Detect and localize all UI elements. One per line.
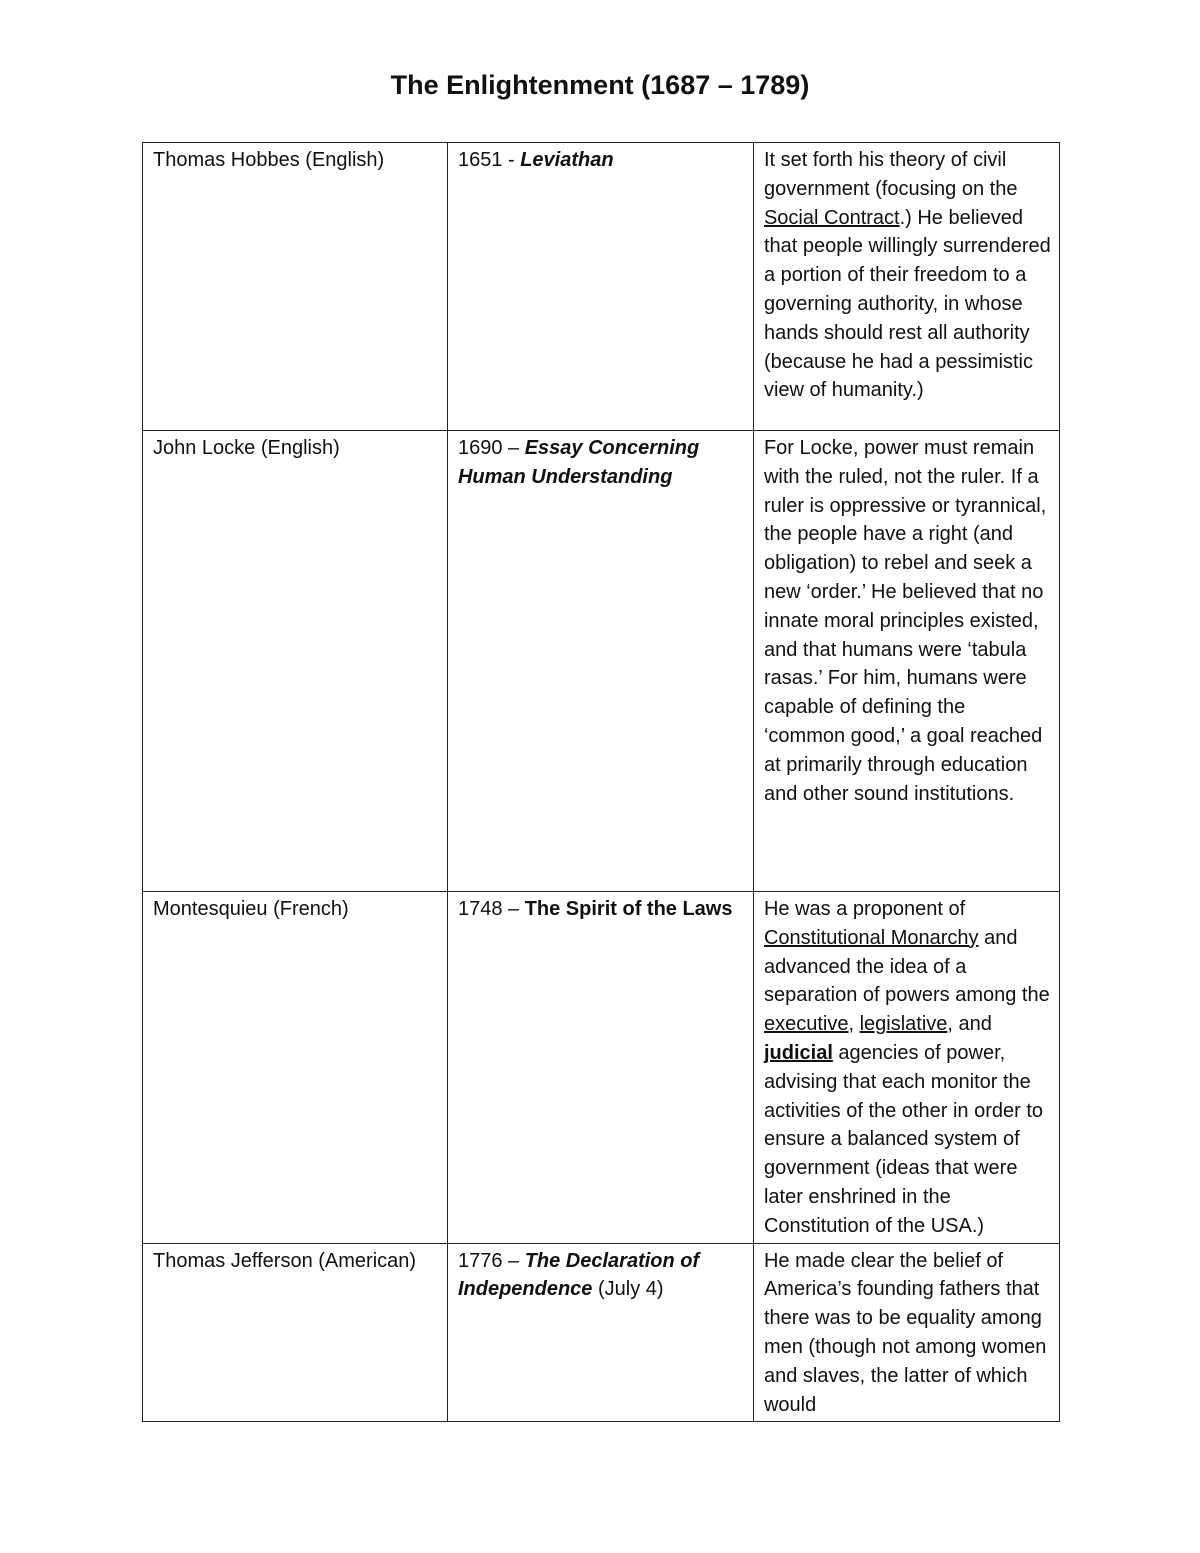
key-term: executive — [763, 1013, 849, 1036]
description-cell — [753, 143, 1059, 431]
person-cell — [143, 1243, 448, 1422]
description-cell — [753, 431, 1059, 892]
work-title: The Spirit of the Laws — [524, 898, 733, 920]
table-row — [143, 431, 1060, 892]
key-term: Constitutional Monarchy — [763, 926, 979, 949]
enlightenment-table — [142, 142, 1060, 1422]
key-term: legislative — [859, 1013, 948, 1036]
table-row — [143, 1243, 1060, 1422]
description-text: For Locke, power must remain with the ruled, not the ruler. If a ruler is oppressive or tyrannical, the people have a right (and obligation) to rebel and seek a new ‘order.’ He believed that no innate moral principles existed, and that humans were ‘tabula rasas.’ For him, humans were capable of defining the ‘common good,’ a goal reached at primarily through education and other sound institutions. — [763, 437, 1047, 805]
description-text: agencies of power, advising that each monitor the activities of the other in order to ensure a balanced system of government (ideas that were later enshrined in the Constitution of the USA.) — [763, 1041, 1044, 1237]
work-year: 1651 - — [457, 149, 521, 171]
work-cell — [447, 431, 753, 892]
work-cell — [447, 143, 753, 431]
table-row — [143, 892, 1060, 1244]
person-name: Thomas Hobbes (English) — [153, 149, 385, 171]
person-cell — [143, 143, 448, 431]
description-text: , and — [947, 1013, 992, 1036]
person-name: Thomas Jefferson (American) — [153, 1249, 417, 1272]
document-title: The Enlightenment (1687 – 1789) — [390, 70, 810, 100]
description-text: .) He believed that people willingly surrendered a portion of their freedom to a governing authority, in whose hands should rest all authority (because he had a pessimistic view of humanity.) — [763, 206, 1051, 402]
work-title: The Declaration of Independence — [457, 1249, 700, 1301]
description-text: It set forth his theory of civil government (focusing on the — [763, 149, 1018, 200]
description-cell — [753, 892, 1059, 1244]
person-name: Montesquieu (French) — [153, 898, 349, 920]
description-text: and advanced the idea of a separation of powers among the — [763, 926, 1050, 1007]
work-year: 1776 – — [457, 1249, 525, 1272]
key-term: judicial — [763, 1041, 833, 1064]
work-title: Leviathan — [520, 149, 614, 171]
work-year: 1748 – — [457, 898, 525, 920]
key-term: Social Contract — [763, 206, 900, 229]
person-name: John Locke (English) — [153, 437, 340, 459]
description-text: , — [848, 1013, 860, 1036]
table-row — [143, 143, 1060, 431]
person-cell — [143, 892, 448, 1244]
description-cell — [753, 1243, 1059, 1422]
person-cell — [143, 431, 448, 892]
description-text: He was a proponent of — [763, 898, 966, 920]
description-text: He made clear the belief of America’s founding fathers that there was to be equality among men (though not among women and slaves, the latter of which would — [763, 1249, 1047, 1416]
work-cell — [447, 892, 753, 1244]
work-title: Essay Concerning Human Understanding — [457, 437, 700, 488]
work-year: 1690 – — [457, 437, 525, 459]
work-cell — [447, 1243, 753, 1422]
work-suffix: (July 4) — [592, 1278, 664, 1301]
